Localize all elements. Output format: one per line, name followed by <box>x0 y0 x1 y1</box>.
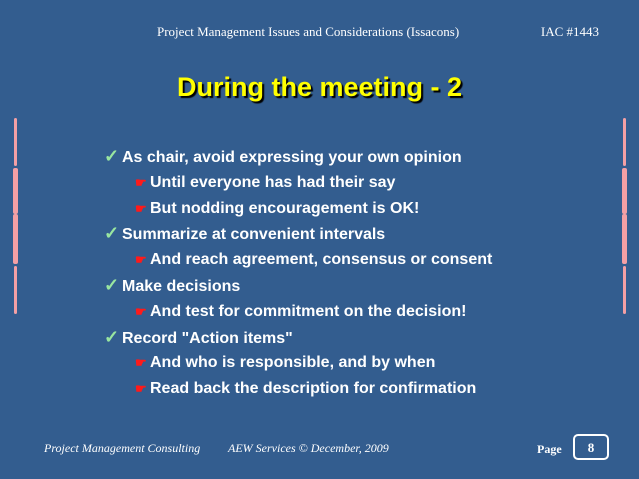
footer-copyright: AEW Services © December, 2009 <box>228 441 389 455</box>
bullet-list <box>104 144 624 402</box>
bullet-item <box>104 325 624 351</box>
bullet-text: Read back the description for confirmation <box>150 380 477 398</box>
bullet-item <box>104 144 624 170</box>
pointing-hand-icon: ☛ <box>135 381 147 397</box>
check-icon: ✓ <box>104 223 120 244</box>
bullet-item <box>104 273 624 299</box>
course-title: Project Management Issues and Considerations (Issacons) <box>157 24 460 39</box>
page-number-box <box>573 434 609 460</box>
bullet-text: But nodding encouragement is OK! <box>150 199 420 217</box>
sub-bullet-item <box>104 299 624 325</box>
pointing-hand-icon: ☛ <box>135 355 147 371</box>
check-icon: ✓ <box>104 326 120 347</box>
bullet-text: Record "Action items" <box>122 329 293 347</box>
slide-title: During the meeting - 2 <box>176 72 463 102</box>
left-decoration-bar-top <box>14 118 17 166</box>
sub-bullet-item <box>104 350 624 376</box>
check-icon: ✓ <box>104 146 120 166</box>
sub-bullet-item <box>104 247 624 273</box>
pointing-hand-icon: ☛ <box>135 174 147 190</box>
bullet-text: Summarize at convenient intervals <box>122 226 386 244</box>
check-icon: ✓ <box>104 274 120 295</box>
footer-company: Project Management Consulting <box>44 441 201 455</box>
bullet-text: Until everyone has had their say <box>150 173 396 191</box>
left-decoration-bar-bottom <box>14 266 17 314</box>
bullet-text: Make decisions <box>122 277 241 295</box>
slide-header <box>157 24 599 42</box>
left-decoration-bar-accent <box>13 214 18 264</box>
pointing-hand-icon: ☛ <box>135 200 147 216</box>
bullet-text: And reach agreement, consensus or consent <box>150 251 493 269</box>
sub-bullet-item <box>104 170 624 196</box>
page-label: Page <box>537 442 562 456</box>
bullet-text: As chair, avoid expressing your own opinion <box>122 149 462 166</box>
page-number: 8 <box>587 440 595 455</box>
bullet-item <box>104 221 624 247</box>
bullet-text: And who is responsible, and by when <box>150 354 436 372</box>
left-decoration-bar-mid <box>13 168 18 214</box>
pointing-hand-icon: ☛ <box>135 303 147 319</box>
bullet-text: And test for commitment on the decision! <box>150 302 467 320</box>
pointing-hand-icon: ☛ <box>135 252 147 268</box>
sub-bullet-item <box>104 196 624 222</box>
course-code: IAC #1443 <box>540 24 599 39</box>
sub-bullet-item <box>104 376 624 402</box>
